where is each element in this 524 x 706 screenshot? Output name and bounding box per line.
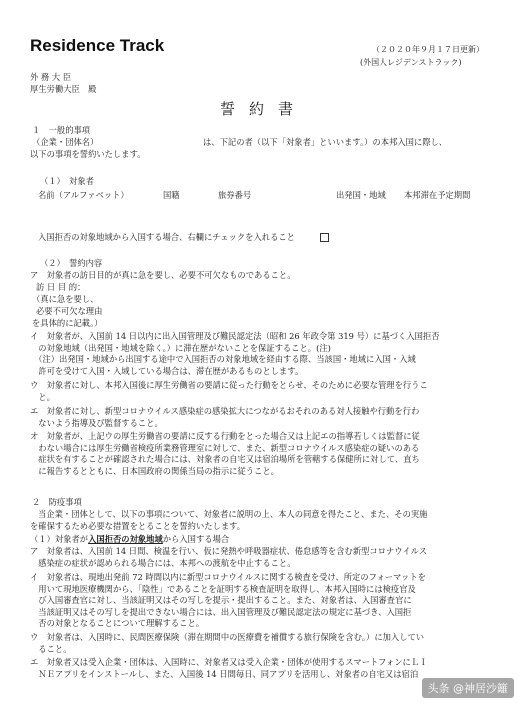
check-row (38, 232, 329, 244)
pledge-heading: （２） 誓約内容 (40, 258, 103, 268)
prevention-item-u: ウ 対象者は、入国時に、民間医療保険（滞在期間中の医療費を補償する旅行保険を含む。）に加入してい ること。 (30, 632, 425, 654)
column-stay-period: 本邦滞在予定期間 (404, 190, 471, 200)
section1-heading: １ 一般的事項 (32, 125, 91, 135)
column-name: 名前（アルファベット） (38, 190, 129, 200)
pledge-item-o: オ 対象者が、上記ウの厚生労働省の要請に反する行動をとった場合又は上記エの指導若しくは監督に従 わない場合には厚生労働省検疫所業務管理室に対して、また、新型コロナウイルス感染症の疑いのある 症状を有することが確認された場合には、対象者の自宅又は宿泊場所を管轄する保健所に対して、直ち に報告するとともに、日本国政府の関係当局の指示に従うこと。 (30, 431, 420, 476)
section2-heading: ２ 防疫事項 (32, 497, 82, 507)
section2-intro: 当企業・団体として、以下の事項について、対象者に説明の上、本人の同意を得たこと、また、その実施 を確保するため必要な措置をとることを誓約いたします。 (30, 509, 428, 531)
pledge-item-i: イ 対象者が、入国前 14 日以内に出入国管理及び難民認定法（昭和 26 年政令第 319 号）に基づく入国拒否 の対象地域（出発国・地域を除く。）に滞在歴がないことを保証すること。(注) （注）出発国・地域から出国する途中で入国拒否の対象地域を経由する際、当該国・地域に入国・入域 許可を受けて入国・入域している場合は、滞在歴があるものとします。 (30, 331, 440, 376)
pledge-item-a: ア 対象者の訪日目的が真に急を要し、必要不可欠なものであること。 (30, 270, 296, 280)
purpose-note-3: を具体的に記載。） (32, 318, 103, 328)
app-title: Residence Track (30, 36, 165, 55)
checkbox[interactable] (320, 233, 329, 242)
document-title: 誓約書 (220, 100, 308, 118)
watermark: 头条 @神居沙籬 (422, 678, 515, 698)
purpose-label: 訪 日 目 的： (36, 282, 86, 292)
pledge-item-e: エ 対象者に対し、新型コロナウイルス感染症の感染拡大につながるおそれのある対人接触や行動を行わ ないよう指導及び監督すること。 (30, 406, 420, 428)
check-label: 入国拒否の対象地域から入国する場合、右欄にチェックを入れること (38, 232, 295, 242)
intro-line-2: 以下の事項を誓約いたします。 (30, 149, 146, 159)
purpose-note-1: （真に急を要し、 (32, 294, 99, 304)
update-date: （２０２０年９月１７日更新） (372, 45, 484, 54)
prevention-item-e: エ 対象者又は受入企業・団体は、入国時に、対象者又は受入企業・団体が使用するスマートフォンにＬＩ ＮＥアプリをインストールし、また、入国後 14 日間毎日、同アプリを活用し、対象者の自宅又は宿泊 (30, 657, 428, 679)
prevention-item-a: ア 対象者は、入国前 14 日間、検温を行い、仮に発熱や呼吸器症状、倦怠感等を含む新型コロナウイルス 感染症の症状が認められる場合には、本邦への渡航を中止すること。 (30, 546, 427, 568)
restricted-area-text: 入国拒否の対象地域 (88, 534, 163, 544)
addressee-health-minister: 厚生労働大臣 殿 (30, 84, 97, 94)
track-subtitle: (外国人レジデンストラック) (360, 58, 462, 67)
section2-sub1-heading: （１）対象者が入国拒否の対象地域から入国する場合 (30, 534, 230, 544)
column-departure: 出発国・地域 (336, 190, 386, 200)
company-label: （企業・団体名） (32, 137, 99, 147)
column-nationality: 国籍 (163, 190, 180, 200)
intro-line-1: は、下記の者（以下「対象者」といいます。）の本邦入国に際し、 (203, 137, 448, 147)
pledge-item-u: ウ 対象者に対し、本邦入国後に厚生労働省の要請に従った行動をとらせ、そのために必要な管理を行うこ と。 (30, 380, 428, 402)
subject-heading: （１） 対象者 (40, 176, 94, 186)
addressee-foreign-minister: 外 務 大 臣 (30, 72, 72, 82)
purpose-note-2: 必要不可欠な理由 (36, 306, 103, 316)
column-passport: 旅券番号 (218, 190, 252, 200)
prevention-item-i: イ 対象者は、現地出発前 72 時間以内に新型コロナウイルスに関する検査を受け、所定のフォーマットを 用いて現地医療機関から、「陰性」であることを証明する検査証明を取得し、本邦入国時には検疫官及 び入国審査官に対し、当該証明又はその写しを提示・提出すること。また、対象者は、入国審査官に 当該証明又はその写しを提出できない場合には、出入国管理及び難民認定法の規定に基づき、入国拒 否の対象となることについて理解すること。 (30, 572, 426, 629)
